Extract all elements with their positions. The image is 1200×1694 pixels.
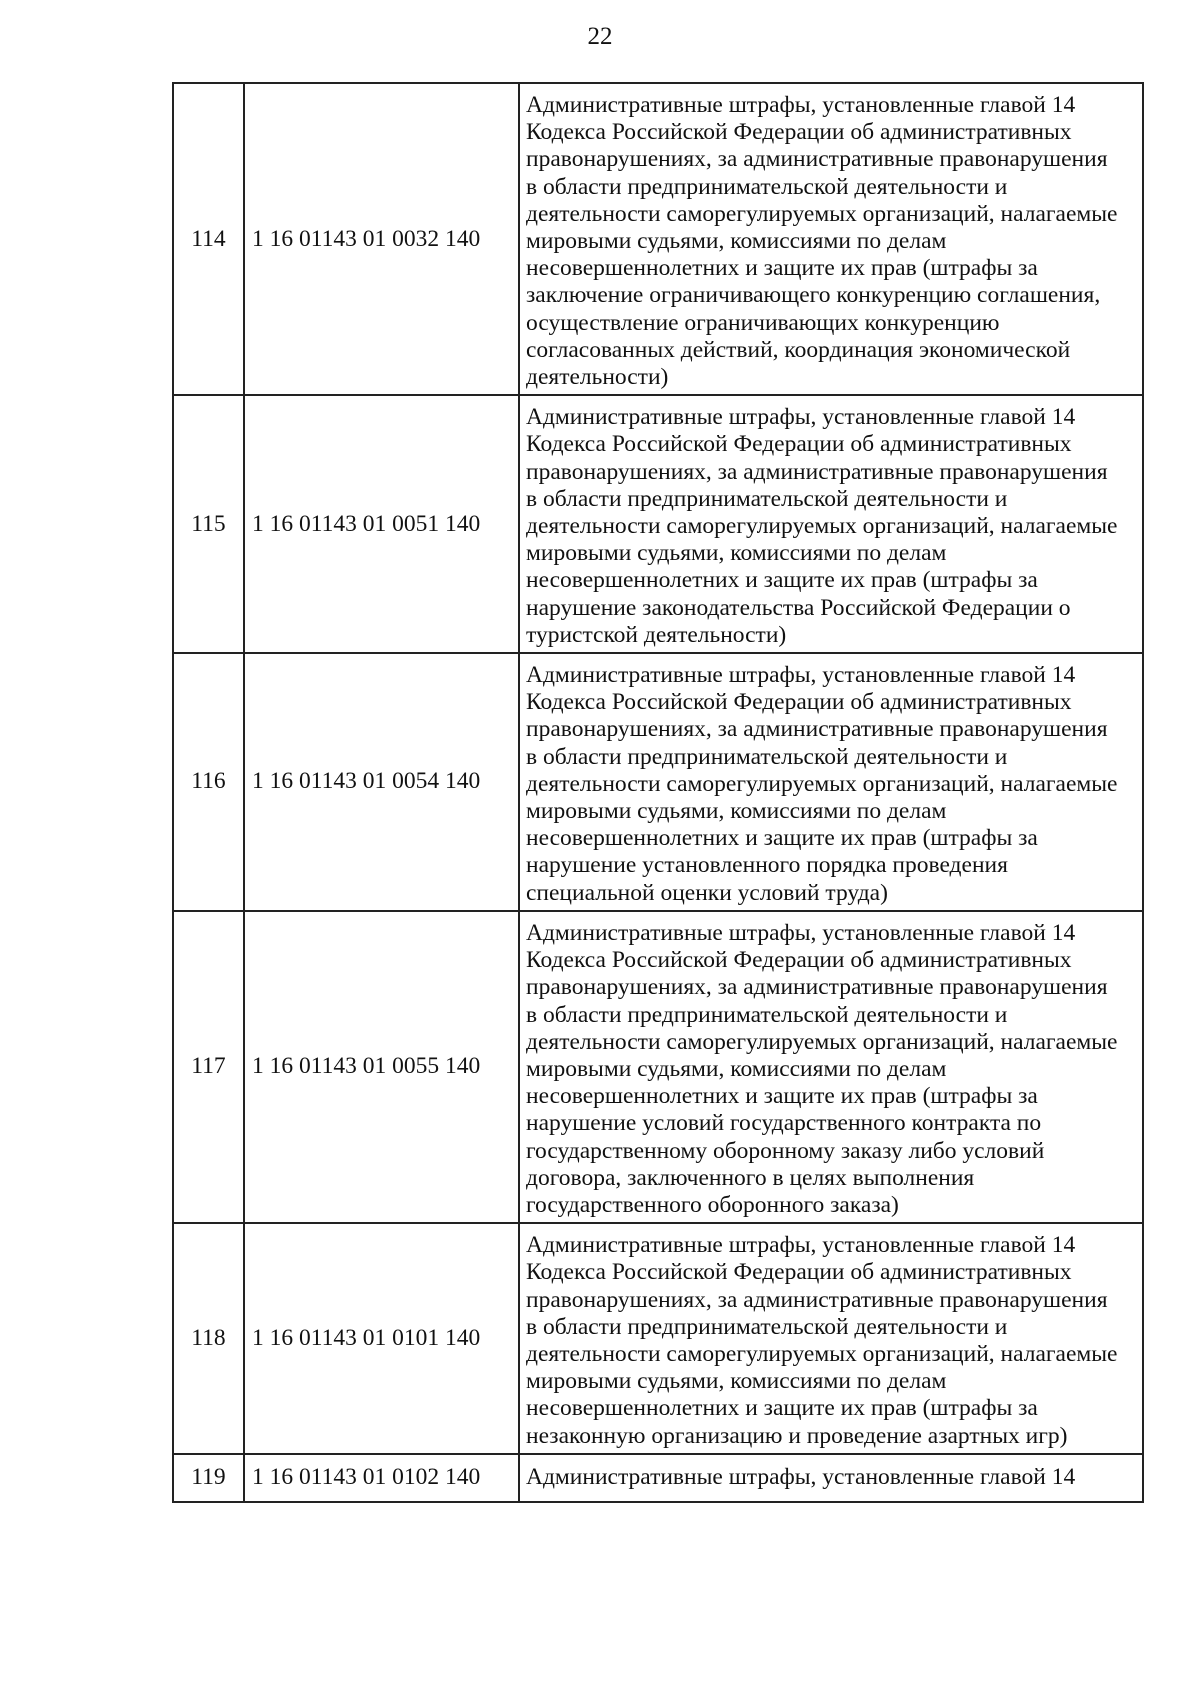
table-row	[173, 1223, 1143, 1454]
row-description: Административные штрафы, установленные главой 14 Кодекса Российской Федерации об административных правонарушениях, за административные правонарушения в области предпринимательской деятельности и деятельности саморегулируемых организаций, налагаемые мировыми судьями, комиссиями по делам несовершеннолетних и защите их прав (штрафы за нарушение законодательства Российской Федерации о туристской деятельности)	[519, 395, 1143, 653]
page-number: 22	[587, 23, 613, 50]
row-description: Административные штрафы, установленные главой 14 Кодекса Российской Федерации об административных правонарушениях, за административные правонарушения в области предпринимательской деятельности и деятельности саморегулируемых организаций, налагаемые мировыми судьями, комиссиями по делам несовершеннолетних и защите их прав (штрафы за нарушение условий государственного контракта по государственному оборонному заказу либо условий договора, заключенного в целях выполнения государственного оборонного заказа)	[519, 911, 1143, 1223]
table-row	[173, 653, 1143, 911]
row-number: 119	[173, 1454, 244, 1502]
row-number: 115	[173, 395, 244, 653]
budget-code: 1 16 01143 01 0051 140	[244, 395, 519, 653]
table-row	[173, 911, 1143, 1223]
table-row	[173, 1454, 1143, 1502]
row-description: Административные штрафы, установленные главой 14	[519, 1454, 1143, 1502]
budget-code: 1 16 01143 01 0032 140	[244, 83, 519, 395]
row-description: Административные штрафы, установленные главой 14 Кодекса Российской Федерации об административных правонарушениях, за административные правонарушения в области предпринимательской деятельности и деятельности саморегулируемых организаций, налагаемые мировыми судьями, комиссиями по делам несовершеннолетних и защите их прав (штрафы за незаконную организацию и проведение азартных игр)	[519, 1223, 1143, 1454]
table-row	[173, 395, 1143, 653]
budget-code: 1 16 01143 01 0102 140	[244, 1454, 519, 1502]
row-description: Административные штрафы, установленные главой 14 Кодекса Российской Федерации об административных правонарушениях, за административные правонарушения в области предпринимательской деятельности и деятельности саморегулируемых организаций, налагаемые мировыми судьями, комиссиями по делам несовершеннолетних и защите их прав (штрафы за заключение ограничивающего конкуренцию соглашения, осуществление ограничивающих конкуренцию согласованных действий, координация экономической деятельности)	[519, 83, 1143, 395]
row-number: 118	[173, 1223, 244, 1454]
table-row	[173, 83, 1143, 395]
row-description: Административные штрафы, установленные главой 14 Кодекса Российской Федерации об административных правонарушениях, за административные правонарушения в области предпринимательской деятельности и деятельности саморегулируемых организаций, налагаемые мировыми судьями, комиссиями по делам несовершеннолетних и защите их прав (штрафы за нарушение установленного порядка проведения специальной оценки условий труда)	[519, 653, 1143, 911]
row-number: 117	[173, 911, 244, 1223]
budget-code: 1 16 01143 01 0101 140	[244, 1223, 519, 1454]
row-number: 116	[173, 653, 244, 911]
row-number: 114	[173, 83, 244, 395]
budget-codes-table	[172, 82, 1144, 1503]
budget-code: 1 16 01143 01 0055 140	[244, 911, 519, 1223]
budget-code: 1 16 01143 01 0054 140	[244, 653, 519, 911]
